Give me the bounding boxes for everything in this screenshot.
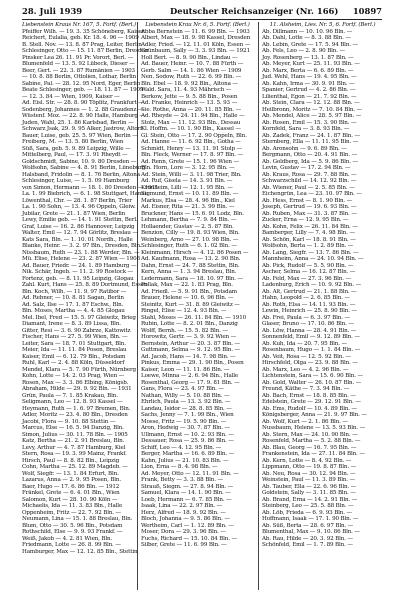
entry-line: Ab. Wolf, Kurt — 2. 1. 86 Bln. —: [262, 418, 348, 425]
entry-line: Adler, Moritz — 23. 4. 80 Bln., Dresden: [22, 412, 128, 418]
entry-line: Neumann, Lina — 15. 1. 88 Breslau, Bln.: [22, 516, 133, 522]
entry-line: Ad. Rheyde — 24. 11. 94 Bln., Halle —: [141, 113, 245, 119]
header-page-number: 10897: [352, 6, 382, 16]
entry-line: Ab. Rosen, Emil — 15. 3. 90 Bln. —: [262, 119, 357, 126]
entry-line: Ad. Friedl. — 5. 9. 91 Bln., Potsdam: [141, 288, 237, 295]
entry-line: Bruckner, Hans — 15. 6. 91 Lodz, Bln.: [141, 210, 244, 217]
entry-line: Blanke, Heinr. — 3. 2. 97 Bln., Dresden, Bln.: [22, 243, 142, 249]
entry-line: Eichengrün, Lea — 23. 10. 97 Bln. —: [262, 191, 362, 197]
header-title: Deutscher Reichsanzeiger (Nr. 166): [170, 6, 339, 16]
entry-line: Kronheim, Lilli — 12. 1. 95 Bln. —: [141, 184, 233, 191]
entry-line: Gl. Stein, Otto — 17. 2. 90 Oppeln, Bln.: [141, 132, 247, 139]
entry-line: Fuchs, Richard — 15. 10. 84 Bln. —: [141, 535, 237, 542]
entry-line: Ad. Bauer, Heinr. — 10. 7. 88 Fürth —: [141, 61, 244, 67]
entry-line: Schiff, Leo — 4. 12. 95 Bln. —: [141, 444, 222, 451]
entry-line: Süß, Sara, geb. 5. 9. 89 Leipzig, Wille —: [22, 145, 131, 152]
entry-line: Nussbaum, Helene — 13. 5. 93 Bln. —: [262, 425, 366, 431]
entry-line: Kern, Anna — 1. 3. 94 Breslau, Bln.: [141, 269, 237, 275]
entry-line: Schlesinger, Otto — 15. 11. 87 Berlin, Dresden: [22, 48, 149, 54]
entry-line: Lilienthal, Egon — 21. 7. 92 Bln. —: [262, 93, 357, 100]
entry-line: Kahn, Julius — 21. 10. 83 Bln. —: [141, 457, 229, 464]
entry-line: Wolff, Bernh. — 15. 5. 82 Bln. —: [141, 327, 228, 334]
entry-line: Sternberg, Ella — 11. 11. 95 Bln. —: [262, 139, 359, 145]
entry-line: B. Stell. Nov. — 13. 8. 87 Prag, Leiter, Berlin: [22, 41, 142, 48]
entry-line: Halsband, Fridolin — 8. 1. 76 Berlin, Altona: [22, 171, 140, 178]
entry-line: Frank, Betty — 3. 3. 88 Bln. —: [141, 477, 223, 483]
entry-line: Ab. Bach, Ernst — 18. 8. 85 Bln. —: [262, 392, 356, 399]
entry-line: Oppenheim, Fritz — 22. 7. 92 Bln. —: [22, 509, 121, 516]
entry-line: Ab. Kuh, Ida — 20. 7. 95 Bln. —: [262, 340, 347, 347]
entry-line: Kl. Hoffm. — 10. 1. 90 Bln., Kassel —: [141, 126, 241, 132]
entry-line: Ad. Jacob, Hans — 14. 7. 98 Bln. —: [141, 353, 236, 360]
entry-line: Sabine, Pal. — 28. 12. 95 Nord, Eger, Berlin: [22, 80, 141, 87]
entry-line: Salomon, Kurt — 28. 10. 90 Köln —: [22, 496, 118, 503]
entry-line: Beate Schlesinger, geb. — 18. 11. 87 — 1909: [22, 87, 144, 93]
entry-line: Pinsker Lea 26. 11. 91 Pr. Vorort, Berl. —: [22, 54, 134, 61]
entry-line: Ringel, Elise — 12. 4. 93 Bln. —: [141, 308, 227, 314]
entry-line: Bergmann, Otto — 20. 4. 91 Bln. —: [262, 152, 358, 158]
entry-line: Goldstein, Sally — 3. 11. 85 Bln. —: [262, 490, 356, 496]
entry-line: Abraham, Hilde — 29. 9. 92 Bln. — 1931: [22, 386, 132, 392]
entry-line: Königsberger, Anna — 21. 9. 97 Bln. —: [262, 412, 367, 418]
entry-line: Samuel, Klara — 14. 1. 90 Bln. —: [141, 490, 231, 496]
entry-line: Jacobi, Flora — 9. 10. 88 Stettin —: [22, 418, 116, 425]
entry-line: Marcus, Else — 16. 5. 94 Danzig, Bln.: [22, 425, 124, 431]
entry-line: Ladenburg, Erich — 10. 9. 92 Bln. —: [262, 282, 362, 288]
entry-line: Ab. Dahl, Lotte — 8. 3. 88 Bln. —: [262, 35, 351, 41]
entry-line: La. 1. 99 Biebrich, — 6. 1. 98 Stuttgart, Hanau: [22, 191, 148, 197]
entry-line: Mendel, Klara — 5. 7. 90 Fürth, Nürnberg: [22, 366, 136, 373]
entry-line: Kats Sara, Bln. — 1. 10. 01 Nordh., Halle: [22, 236, 133, 243]
entry-line: Steinitz, Kurt — 31. 8. 89 Gleiwitz —: [141, 301, 240, 308]
entry-line: Ad. Kaufmann, Rosa — 13. 2. 90 Bln.: [141, 256, 241, 262]
entry-line: Mosse, Fritz — 19. 5. 90 Bln. —: [141, 418, 227, 425]
entry-line: Wolfsohn, Berta — 1. 2. 89 Bln. —: [262, 243, 354, 249]
entry-line: Stahl, Moses — 26. 11. 84 Bln. — 1910: [141, 314, 247, 321]
entry-line: Ab. Neu, Rosa — 30. 12. 94 Bln. —: [262, 470, 356, 477]
entry-line: Blum, Otto — 30. 5. 96 Bln., Potsdam: [22, 522, 123, 529]
entry-line: Ab. Veit, Rosa — 12. 5. 92 Bln. —: [262, 353, 351, 360]
entry-line: Friedmann, Lotte — 26. 8. 99 Bln. —: [22, 542, 121, 548]
entry-line: Mittelberg, Paul, — 17. 3. 91 Rheydt —: [22, 152, 128, 158]
entry-line: Freiberg, M. — 13. 5. 80 Berlin, Wien: [22, 139, 124, 145]
entry-line: Glaser, Bruno — 17. 10. 86 Bln. —: [262, 321, 354, 327]
entry-line: Kohn, Lotte — 14. 2. 03 Prag, Wien —: [22, 373, 125, 379]
entry-line: Wüstenf. Moz. — 22. 8. 90 Halle, Hamburg —: [22, 113, 145, 119]
entry-line: Lewin, Heinrich — 25. 8. 90 Bln. —: [262, 308, 357, 314]
entry-line: Ab. Pick, Rudolf — 5. 5. 90 Bln. —: [262, 262, 354, 269]
entry-line: Schmidt, Henry — 13. 11. 91 Stolp —: [141, 145, 243, 152]
entry-line: — 10. 8. 88 Berlin, Ottolien, Lothar, Berlin: [22, 74, 136, 80]
entry-line: Leiter, Sara — 18. 7. 01 Stuttgart, Bln.: [22, 340, 126, 347]
entry-line: Nathan, Willy — 5. 10. 88 Bln. —: [141, 392, 230, 399]
entry-line: Hollaender, Gustav — 2. 5. 87 Bln.: [141, 223, 234, 230]
entry-line: Ab. Kraus, Rosa — 29. 7. 88 Bln. —: [262, 171, 357, 178]
entry-line: Moser, Dora — 29. 3. 96 Bln. —: [141, 529, 226, 535]
entry-line: Schönfeld, Emil — 1. 7. 89 Bln. —: [262, 542, 353, 548]
entry-line: Ad. Eisl. Str. — 28. 8. 90 Töplitz, Frankfurt —: [22, 100, 144, 106]
entry-line: Beer, Gert. — 22. 3. 87 Rumänien — 1903: [22, 67, 135, 74]
header-date: 28. Juli 1939: [22, 6, 83, 16]
entry-line: Freund, Käthe — 7. 3. 94 Bln. —: [262, 386, 350, 392]
entry-line: Ab. Kohn, Felix — 26. 11. 84 Bln. —: [262, 223, 358, 230]
entry-line: Benzion, Cilly — 19. 8. 93 Wien, Bln.: [141, 230, 240, 236]
entry-line: Hirschfeld, Olga — 23. 9. 88 Bln. —: [262, 360, 358, 366]
entry-line: Kleinmann, Hirsch — 4. 12. 86 Posen —: [141, 249, 249, 256]
entry-line: Nik. Schär, Ingeb. — 11. 2. 99 Rostock —: [22, 269, 134, 275]
entry-line: Heilbronn, Moritz — 7. 10. 84 Bln. —: [262, 106, 362, 113]
entry-line: Lehmann, Bertha — 7. 9. 84 Bln. —: [141, 217, 237, 223]
entry-line: Goldschmidt, Sabine, 10. 9. 80 Dresden —: [22, 158, 137, 165]
entry-line: Ab. Löw, Hanna — 28. 4. 91 Bln. —: [262, 327, 357, 334]
entry-line: Ab. Mendel, Alice — 28. 5. 97 Bln. —: [262, 113, 362, 119]
entry-line: Pollak, Max — 22. 1. 83 Prag, Bln.: [141, 282, 233, 288]
entry-line: Graf, Luise — 16. 2. 86 Hannover, Leipzig: [22, 223, 135, 230]
entry-line: Sigmund, Ernst — 10. 11. 89 Bln. —: [141, 191, 239, 197]
entry-line: Adler, Fried. — 12. 11. 01 Köln, Essen —: [141, 41, 251, 48]
entry-line: Schwarz Jsak, 29. 9. 95 Alker, Jastrow, Altorf: [22, 126, 143, 132]
entry-line: Lichtenstein, Sara — 15. 6. 90 Bln. —: [262, 373, 363, 379]
entry-line: Katz, Bertha — 21. 2. 91 Breslau, Bln.: [22, 438, 125, 444]
entry-line: Rubin, Lotte — 8. 2. 01 Bln., Danzig: [141, 321, 238, 327]
entry-line: Rothschild, Else — 9. 9. 93 Frankf. —: [22, 529, 123, 535]
entry-line: Stolz, Max — 11. 12. 93 Bln., Dessau: [141, 119, 241, 126]
column-2: [141, 22, 254, 594]
entry-line: Mannheim, Anna — 24. 10. 94 Bln. —: [262, 256, 364, 262]
entry-line: Ab. Ruben, Max — 31. 3. 87 Bln. —: [262, 210, 357, 217]
entry-line: Pfeiffer Wilh. — 19. 3. 35 Schöneberg, Kaiser: [22, 28, 145, 35]
entry-line: Nissbaum, Ruth — 23. 1. 88 Werder, Bln. —: [22, 249, 140, 256]
entry-line: Frankenstein, Ida — 27. 11. 84 Bln. —: [262, 451, 365, 457]
entry-line: Schlesinger, Ruth — 6. 1. 02 Bln. —: [141, 243, 237, 249]
entry-line: Hoffmann, Isaak — 17. 1. 90 Bln. —: [262, 516, 359, 522]
entry-line: Stern, Rosa — 19. 3. 99 Mainz, Frankf.: [22, 451, 127, 457]
entry-line: Herz, Alfred — 18. 9. 92 Bln. —: [141, 509, 226, 516]
entry-line: Zucker, Erna — 12. 9. 95 Bln. —: [262, 217, 349, 223]
entry-line: Silber, Grete — 11. 6. 99 Bln. —: [141, 542, 227, 548]
entry-line: Nen. Sodow, Ruth — 22. 6. 99 Bln. —: [141, 74, 242, 80]
entry-line: Markus, Elsa — 28. 4. 96 Bln., Kiel: [141, 197, 235, 204]
column-divider: [258, 22, 259, 590]
entry-line: Löwenthal, Chr. — 28. 1. 87 Berlin, Trier: [22, 197, 132, 204]
entry-line: Landau, Isidor — 28. 8. 85 Bln. —: [141, 405, 232, 412]
entry-line: Bln. Moses, Martha — 4. 4. 85 Glogau: [22, 308, 125, 314]
entry-line: Sie. Rothe, Anna — 20. 11. 85 Bln. —: [141, 106, 242, 113]
entry-line: Ad. Bauer, Friedr. — 24. 1. 89 Hamburg —: [22, 262, 137, 269]
entry-line: Sonnenfeld, Emil — 9. 12. 89 Bln. —: [262, 334, 360, 340]
entry-line: Ab. Lang, Siegfr. — 13. 7. 86 Bln. —: [262, 249, 359, 256]
entry-line: Ab. Fels, Leo — 2. 8. 90 Bln. —: [262, 48, 345, 54]
entry-line: Pinkus, Emma — 29. 1. 90 Bln., Posen: [141, 360, 244, 366]
entry-line: Kaiser, Leon — 11. 11. 86 Bln. —: [141, 366, 230, 373]
entry-line: Juden, Wahl, 25. 1. 86 Karlsbad, Berlin —: [22, 119, 134, 126]
entry-line: Ab. Frei, Paula — 6. 3. 97 Bln. —: [262, 314, 350, 321]
entry-line: Ab. Ems, Rudolf — 10. 4. 89 Bln. —: [262, 405, 358, 412]
entry-line: Isaak, Lina — 22. 2. 97 Bln. —: [141, 503, 223, 509]
entry-line: Gitter, Resi — 3. 6. 90 Zabrze, Kattowitz: [22, 327, 131, 334]
entry-line: Fortenz, geb. — 8. 11. 95 Leipzig, Glogau: [22, 275, 134, 282]
entry-line: Wald. Sara, 11. 4. 93 Mährisch —: [141, 87, 232, 93]
entry-line: Rosenbaum, Hugo — 1. 1. 84 Bln. —: [262, 347, 361, 353]
entry-line: Ullmann, Ernst — 10. 2. 93 Bln. —: [141, 431, 234, 438]
entry-line: Hahn, Leopold — 2. 6. 85 Bln. —: [262, 295, 350, 301]
entry-line: Ad. Stein, Willi — 3. 11. 98 Trier, Bln.: [141, 171, 242, 178]
entry-line: Dahn, Ernst — 24. 7. 88 Stettin, Bln.: [141, 262, 240, 269]
entry-line: Schlesinger, Luise, — 1. 5. 09 Hamburg: [22, 178, 130, 184]
entry-line: Ab. Kern, Lotte — 8. 4. 92 Bln. —: [262, 457, 352, 464]
entry-line: Holl Bert. — 8. 9. 90 Bln., Lindau —: [141, 54, 238, 61]
entry-line: Ab. Meyer, Kurt — 25. 11. 93 Bln. —: [262, 61, 360, 67]
entry-line: Diamant, Irene — 8. 3. 89 Lissa, Bln.: [22, 321, 121, 327]
entry-line: Steinberg, Leo — 25. 5. 88 Bln. —: [262, 503, 354, 509]
entry-line: Aron, Hedwig — 30. 7. 87 Bln. —: [141, 425, 231, 431]
entry-line: Bln. Horn, Lore — 3. 12. 95 Bln. —: [141, 165, 235, 171]
entry-line: Ab. Lebin, Grete — 17. 5. 94 Bln. —: [262, 41, 358, 48]
entry-line: von Simon, Hermann — 18. 1. 80 Dresden — 1911: [22, 184, 159, 191]
entry-line: Rosen, Max — 3. 3. 86 Elbing, Königsb.: [22, 379, 129, 386]
entry-line: Ab. Alt, Gertrud — 21. 1. 88 Bln. —: [262, 288, 357, 295]
entry-line: Ad. Hanne — 11. 6. 92 Bln., Gotha —: [141, 139, 241, 145]
entry-line: Joseph, Gertrud — 19. 6. 93 Bln. —: [262, 204, 357, 210]
entry-line: Blumenfeld — 13. 5. 92 Lübeck, Dieser —: [22, 61, 135, 67]
entry-line: Ab. Kahn, Irma — 30. 9. 91 Bln. —: [262, 80, 355, 87]
entry-line: Berger, Martha — 16. 6. 89 Bln. —: [141, 451, 235, 457]
entry-line: Gans, Flora — 23. 4. 97 Bln. —: [141, 386, 224, 392]
entry-line: Rosenthal, Georg — 17. 9. 81 Bln. —: [141, 379, 240, 386]
entry-line: Dessauer, Rosa — 25. 9. 86 Bln. —: [141, 438, 234, 444]
entry-line: Bauer, Luise, geb. 25. 5. 97 Wien, Berlin —: [22, 132, 138, 139]
entry-line: Ab. Marx, Berta — 6. 6. 89 Bln. —: [262, 67, 354, 74]
entry-line: Lippmann, Otto — 19. 8. 87 Bln. —: [262, 464, 357, 470]
entry-line: Seligmann, Leo — 12. 8. 93 Kassel —: [22, 399, 123, 405]
entry-line: Ab. Hess, Ernst — 8. 1. 90 Bln. —: [262, 197, 353, 204]
entry-line: Ad. Meyer, Otto — 12. 11. 91 Bln. —: [141, 470, 239, 477]
entry-line: Sodenberg, Johannes — 1. 2. 88 Graudenz —: [22, 106, 144, 113]
entry-line: Wolfsohn, Sabine — 4. 8. 91 Berlin, Lüneburg: [22, 165, 146, 171]
entry-line: Heymann, Ruth — 1. 6. 97 Bremen, Bln.: [22, 405, 131, 412]
entry-line: Ab. Stern, Max — 24. 10. 90 Bln. —: [262, 431, 358, 438]
column-heading: Liebenstein Kraus Nr. 167, 5. Fortf. (Berl.): [22, 22, 136, 28]
entry-line: Meier, Ida — 11. 11. 84 Posen, Breslau: [22, 347, 127, 353]
entry-line: Bamberger, Lilly — 7. 4. 98 Bln. —: [262, 230, 355, 236]
entry-line: Wertheim, Carl — 1. 12. 89 Bln. —: [141, 522, 234, 529]
entry-line: Bloch, Johanna — 9. 5. 86 Bln. —: [141, 516, 230, 522]
entry-line: Baer, Hugo — 17. 6. 86 Bln. — 1912: [22, 483, 120, 490]
entry-line: Zahl. Kurt, Hans — 25. 8. 89 Dortmund, Essen: [22, 282, 148, 288]
entry-line: Edelstein, Grete — 29. 12. 91 Bln. —: [262, 399, 361, 405]
entry-line: Grün, Paula — 7. 1. 85 Krakau, Bln.: [22, 392, 118, 399]
entry-line: Ab. Zadek, Franz — 24. 1. 87 Bln. —: [262, 132, 360, 139]
entry-line: Ad. Salz, Ilse — 17. 1. 87 Eschw., Bln.: [22, 301, 124, 308]
entry-line: Bln. Koch, Wilh. — 11. 9. 97 Ratibor —: [22, 288, 127, 295]
entry-line: Reichert, Eulalia, geb. Kr. 18. 4. 96 — 1909: [22, 35, 139, 41]
entry-line: Kaiser, Emil — 6. 12. 79 Bln., Potsdam: [22, 353, 126, 360]
entry-line: Berkow, Jette — 9. 5. 88 Bln., Posen: [141, 93, 238, 100]
entry-line: Ab. Goldberg, Ida — 5. 9. 86 Bln. —: [262, 158, 358, 165]
entry-line: Grünbaum, Sally — 3. 3. 93 Bln. — 1921: [141, 48, 250, 54]
entry-line: Ab. Schön, Karl — 18. 8. 91 Bln. —: [262, 236, 356, 243]
entry-line: Gerb. Salm — 14. 1. 86 Wien — 1909: [141, 67, 242, 74]
entry-line: Schwarzschild — 14. 12. 92 Bln. —: [262, 178, 357, 184]
entry-line: Brauer, Helene — 10. 6. 96 Bln. —: [141, 295, 234, 301]
entry-line: Ruhl, Karl — 2. 4. 88 Köln, Düsseldorf: [22, 360, 125, 366]
entry-line: Ab. Brand, Erna — 14. 2. 91 Bln. —: [262, 496, 358, 503]
entry-line: Ab. Feld, Max — 27. 3. 96 Bln. —: [262, 275, 351, 282]
entry-line: — 12. 3. 84 — Wien, 1909, Kaiser —: [22, 93, 120, 100]
entry-line: Albert, Max — 18. 9. 98 Kassel, Dresden: [141, 35, 251, 41]
entry-line: Bln. Fleck, Werner — 17. 8. 97 Bln. —: [141, 152, 243, 158]
entry-line: Ab. Marx, Leo — 4. 2. 96 Bln. —: [262, 366, 349, 373]
entry-line: La. 1. 90 Sohn, — 13. 4. 96 Oppeln, Gleiw.: [22, 204, 136, 210]
entry-line: Lion, Erna — 8. 4. 98 Bln. —: [141, 464, 218, 470]
entry-line: Ab. Rau, Hilde — 20. 3. 92 Bln. —: [262, 535, 353, 542]
page-header: [22, 5, 382, 20]
entry-line: Ad. Renn, Grete — 15. 1. 96 Wien —: [141, 158, 239, 165]
entry-line: Mel. Ibel, Fred — 15. 5. 97 Gleiwitz, Brieg: [22, 314, 136, 321]
entry-line: Ledermann, Sara — 18. 10. 97 Bln. —: [141, 275, 243, 282]
entry-line: Fränkel, Grete — 6. 4. 01 Bln., Wien: [22, 490, 120, 496]
entry-line: Weinstein, Paul — 11. 3. 89 Bln. —: [262, 477, 355, 483]
column-heading: Liebenstein Krau Nr. 6, 5. Fortf. (Berl.): [145, 22, 250, 28]
entry-line: Loeb, Hermann — 6. 7. 85 Bln. —: [141, 496, 232, 503]
entry-line: Hamburger, Max — 12. 12. 85 Bln., Stettin: [22, 548, 138, 555]
entry-line: Loewe, Minna — 2. 6. 94 Bln., Halle: [141, 373, 239, 379]
entry-line: Strauß, Siegm. — 27. 8. 94 Bln. —: [141, 483, 234, 490]
entry-line: Blumenthal, Max — 9. 10. 86 Bln. —: [262, 529, 360, 535]
entry-line: Kornfeld, Sara — 3. 8. 93 Bln. —: [262, 126, 350, 132]
entry-line: Sachs, Jenny — 7. 1. 99 Bln., Wien: [141, 412, 234, 418]
entry-line: Abba Bernstein — 11. 6. 99 Bln. — 1903: [141, 28, 250, 35]
entry-line: Jubilar, Grete — 21. 1. 87 Wien, Berlin: [22, 210, 126, 217]
entry-line: Weiß, Jakob — 4. 2. 81 Wien, Bln.: [22, 535, 113, 542]
entry-line: Guttmann, Selma — 9. 12. 95 Bln. —: [141, 347, 240, 353]
entry-line: Mü. Elise, Helene — 23. 2. 87 Wien — 1908: [22, 256, 140, 262]
entry-line: Bernstein, Arthur — 20. 3. 87 Bln. —: [141, 340, 241, 347]
entry-line: Ab. Dillmann — 10. 10. 96 Bln. —: [262, 28, 353, 35]
entry-line: Rosenfeld, Martha — 5. 2. 88 Bln. —: [262, 438, 361, 444]
entry-line: Levin, Gustav — 17. 2. 94 Bln. —: [262, 165, 351, 171]
entry-line: Joy. Rosenberg — 13. 1. 87 Bln. —: [262, 54, 354, 61]
entry-line: Ab. Tauber, Ella — 22. 6. 96 Bln. —: [262, 483, 357, 490]
entry-line: Lewy, Emilie geb. — 14. 1. 91 Stettin, Berl.: [22, 217, 138, 223]
entry-line: Ad. Eisner, Rita — 21. 3. 99 Bln. —: [141, 204, 235, 210]
entry-line: Ab. Süß, Berta — 28. 6. 97 Bln. —: [262, 522, 354, 529]
entry-line: Lazarus, Anna — 2. 9. 95 Posen, Bln.: [22, 477, 122, 483]
entry-line: Bln. Ebel — 18. 9. 92 Bln., Altona —: [141, 80, 238, 87]
entry-line: Cohn, Martha — 25. 12. 89 Magdeb. —: [22, 464, 128, 470]
entry-line: Ab. Blau, Georg — 16. 7. 95 Bln. —: [262, 444, 357, 451]
entry-line: Ab. Wiener, Paul — 2. 5. 85 Bln. —: [262, 184, 355, 191]
column-1: [22, 22, 159, 594]
column-3: [262, 22, 383, 594]
entry-line: Walter, Emil — 12. 7. 94 Görlitz, Breslau —: [22, 230, 138, 236]
entry-line: Ab. Löb, Frieda — 6. 9. 93 Bln. —: [262, 509, 352, 516]
column-heading: 11. Alsheim, Lies. Nr. 5, 6. Fortf. (Berl.): [269, 22, 376, 28]
entry-line: Wolf, Siegfr. — 13. 1. 84 Erfurt, Bln.: [22, 470, 119, 477]
entry-line: Weinberg, Arno — 27. 10. 98 Bln. —: [141, 236, 239, 243]
entry-line: Horowitz, Gertr. — 3. 9. 92 Wien —: [141, 334, 237, 340]
entry-line: Ab. Gold, Walter — 26. 10. 87 Bln. —: [262, 379, 362, 386]
entry-line: Ascher, Selma — 16. 12. 87 Bln. —: [262, 269, 356, 275]
entry-line: Levy, Arthur — 4. 7. 87 Hamburg, Kiel: [22, 444, 126, 451]
entry-line: Ab. Aronsohn — 9. 6. 89 Bln. —: [262, 145, 347, 152]
entry-line: Jud. Wehl, Hans — 19. 4. 95 Bln. —: [262, 74, 357, 80]
entry-line: Ad. Rebner, — 10. 8. 81 Sagan, Berlin: [22, 295, 124, 301]
entry-line: Hirsch, Paul — 8. 8. 82 Bln., Leipzig: [22, 457, 120, 464]
entry-line: Ab. Roth, Elsa — 14. 11. 93 Bln. —: [262, 301, 356, 308]
entry-line: Simon, Julius — 30. 11. 78 Bln. — 1905: [22, 431, 128, 438]
entry-line: Ad. Ruf, Gisela — 14. 3. 91 Bln. —: [141, 178, 233, 184]
entry-line: Ad. Franke, Heinrich — 13. 5. 93 —: [141, 100, 238, 106]
entry-line: Fischer, Hans — 27. 5. 99 Wien, Bln. —: [22, 334, 128, 340]
entry-line: Ehrlich, Paula — 13. 3. 92 Bln. —: [141, 399, 231, 405]
entry-line: Spanier, Gertrud — 4. 2. 86 Bln. —: [262, 87, 356, 93]
entry-line: Ab. Stein, Clara — 12. 12. 88 Bln. —: [262, 100, 360, 106]
entry-line: Michaelis, Ida — 11. 3. 83 Bln., Halle: [22, 503, 123, 509]
